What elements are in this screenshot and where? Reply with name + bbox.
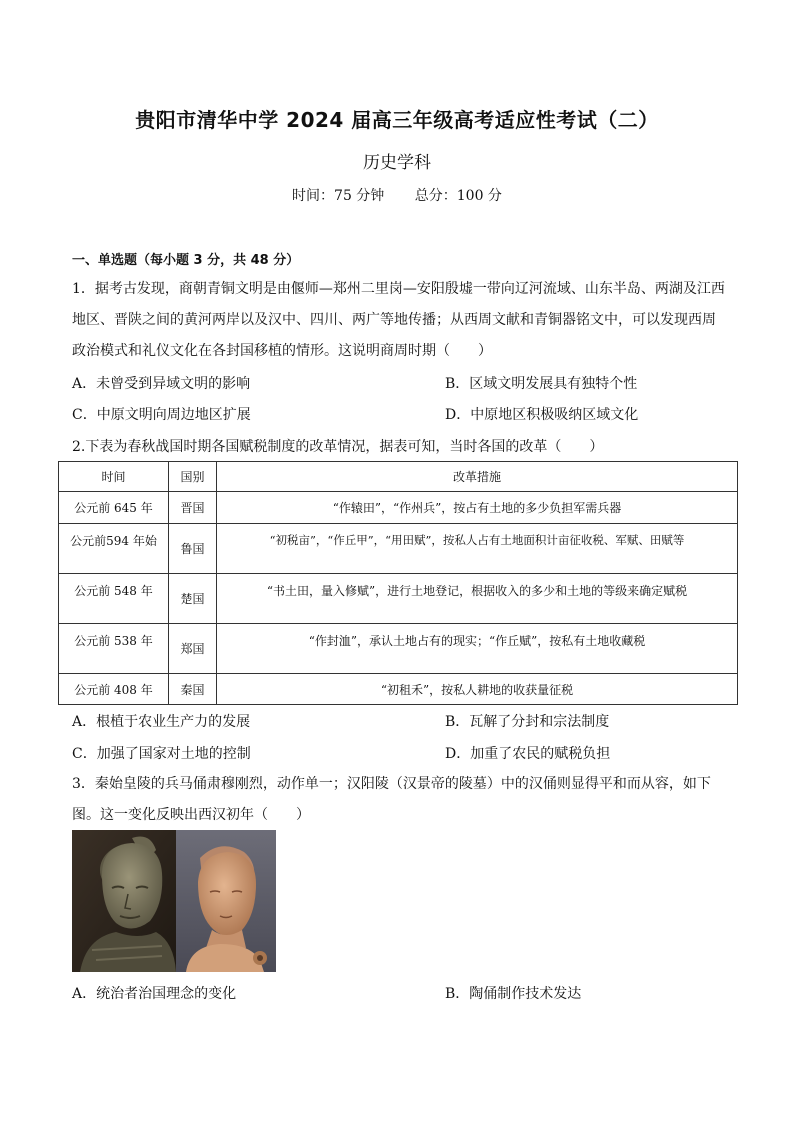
exam-meta [0,185,794,205]
table-cell-time: 公元前 408 年 [59,674,169,705]
question-2-option-d[interactable]: D．加重了农民的赋税负担 [445,746,611,762]
question-1-option-b[interactable]: B．区域文明发展具有独特个性 [445,376,638,392]
table-row [59,674,738,705]
table-header-time: 时间 [59,462,169,492]
table-row [59,524,738,574]
question-3-option-b[interactable]: B．陶俑制作技术发达 [445,986,582,1002]
exam-title: 贵阳市清华中学 2024 届高三年级高考适应性考试（二） [135,108,659,132]
table-header-row [59,462,738,492]
table-row [59,574,738,624]
table-cell-time: 公元前 548 年 [59,574,169,624]
table-cell-measure: “初税亩”，“作丘甲”，“用田赋”，按私人占有土地面积计亩征收税、军赋、田赋等 [217,524,738,574]
table-cell-time: 公元前594 年始 [59,524,169,574]
table-header-state: 国别 [169,462,217,492]
terracotta-figurines-photo [72,830,276,972]
subject-title: 历史学科 [363,153,431,173]
question-2-option-c[interactable]: C．加强了国家对土地的控制 [72,746,251,762]
table-cell-measure: “作辕田”，“作州兵”，按占有土地的多少负担军需兵器 [217,492,738,524]
question-2-stem: 2.下表为春秋战国时期各国赋税制度的改革情况，据表可知，当时各国的改革（ ） [72,439,604,455]
section-heading: 一、单选题（每小题 3 分，共 48 分） [72,253,300,268]
table-header-measures: 改革措施 [217,462,738,492]
question-1-option-a[interactable]: A．未曾受到异域文明的影响 [72,376,251,392]
question-3-stem: 3．秦始皇陵的兵马俑肃穆刚烈，动作单一；汉阳陵（汉景帝的陵墓）中的汉俑则显得平和而从容，如下图。这一变化反映出西汉初年（ ） [72,776,711,823]
table-cell-state: 秦国 [169,674,217,705]
table-row [59,492,738,524]
reform-table [58,461,738,705]
question-1-stem: 1．据考古发现，商朝青铜文明是由偃师—郑州二里岗—安阳殷墟一带向辽河流域、山东半岛、两湖及江西地区、晋陕之间的黄河两岸以及汉中、四川、两广等地传播；从西周文献和青铜器铭文中，可以发现西周政治模式和礼仪文化在各封国移植的情形。这说明商周时期（ ） [72,281,725,359]
question-1-option-c[interactable]: C．中原文明向周边地区扩展 [72,407,251,423]
question-1-option-d[interactable]: D．中原地区积极吸纳区域文化 [445,407,639,423]
table-row [59,624,738,674]
table-cell-state: 楚国 [169,574,217,624]
table-cell-state: 晋国 [169,492,217,524]
figurines-illustration [72,830,276,972]
question-2-option-a[interactable]: A．根植于农业生产力的发展 [72,714,251,730]
exam-total-score: 总分：100 分 [414,188,502,204]
table-cell-measure: “书土田，量入修赋”，进行土地登记，根据收入的多少和土地的等级来确定赋税 [217,574,738,624]
exam-time: 时间：75 分钟 [292,188,385,204]
question-2-option-b[interactable]: B．瓦解了分封和宗法制度 [445,714,610,730]
table-cell-state: 郑国 [169,624,217,674]
table-cell-time: 公元前 538 年 [59,624,169,674]
table-cell-measure: “初租禾”，按私人耕地的收获量征税 [217,674,738,705]
table-cell-state: 鲁国 [169,524,217,574]
question-3-option-a[interactable]: A．统治者治国理念的变化 [72,986,237,1002]
table-cell-measure: “作封洫”，承认土地占有的现实；“作丘赋”，按私有土地收藏税 [217,624,738,674]
table-cell-time: 公元前 645 年 [59,492,169,524]
